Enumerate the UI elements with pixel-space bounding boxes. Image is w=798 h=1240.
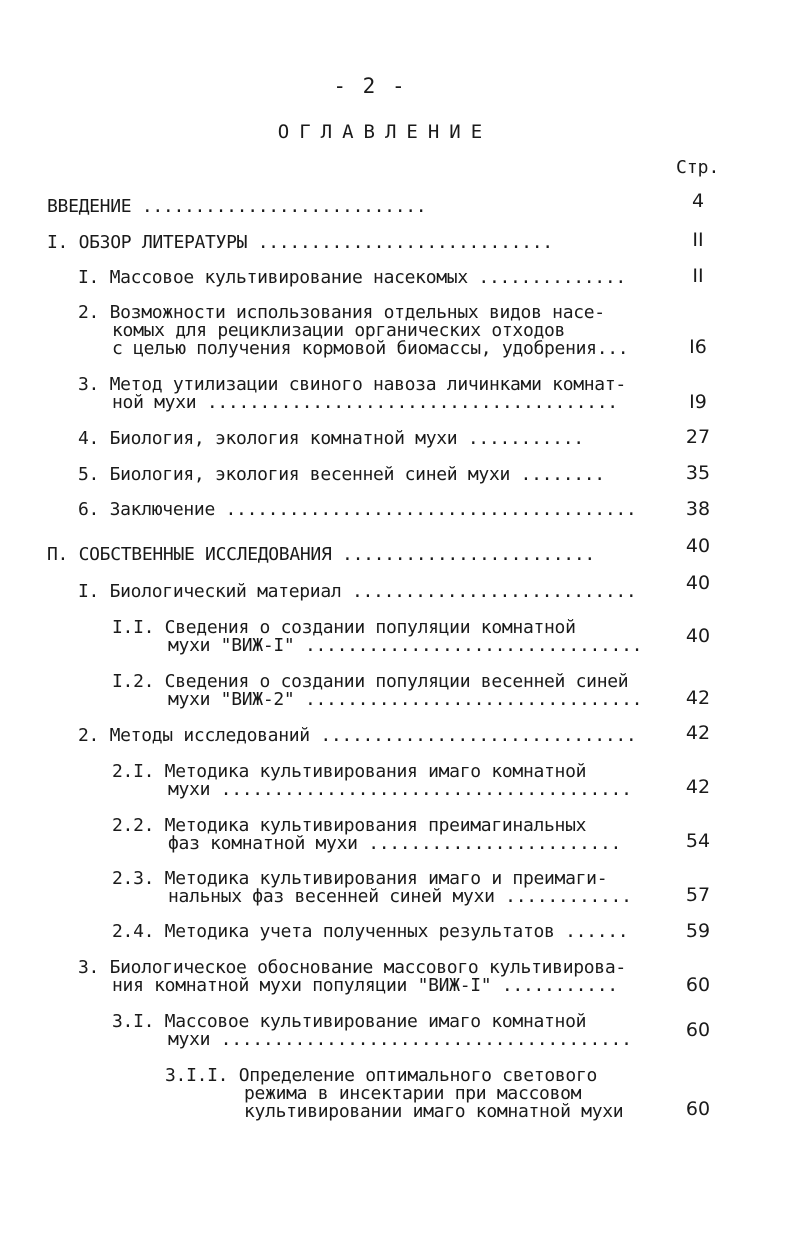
toc-page: I6 <box>689 336 707 358</box>
toc-page: 54 <box>685 830 711 852</box>
toc-line: 3.I.I. Определение оптимального светового <box>165 1065 598 1086</box>
toc-line: 3.I. Массовое культивирование имаго комнатной <box>112 1011 587 1032</box>
toc-line: I.2. Сведения о создании популяции весенней синей <box>112 671 629 692</box>
toc-line: ВВЕДЕНИЕ ........................... <box>47 196 427 217</box>
toc-page: 59 <box>685 920 711 942</box>
toc-line: I. Биологический материал ........................... <box>78 581 637 602</box>
toc-line: I. ОБЗОР ЛИТЕРАТУРЫ ............................ <box>47 232 553 253</box>
toc-line: фаз комнатной мухи ........................ <box>168 833 622 854</box>
toc-line: мухи ....................................... <box>168 1029 632 1050</box>
toc-line: нальных фаз весенней синей мухи ............ <box>168 886 632 907</box>
toc-line: П. СОБСТВЕННЫЕ ИССЛЕДОВАНИЯ ........................ <box>47 544 595 565</box>
toc-page: II <box>692 229 704 251</box>
toc-page: 57 <box>685 884 711 906</box>
toc-page: 40 <box>685 572 711 594</box>
toc-page: 38 <box>685 498 711 520</box>
toc-line: 2. Возможности использования отдельных видов насе- <box>78 302 605 323</box>
toc-line: 5. Биология, экология весенней синей мухи ........ <box>78 464 605 485</box>
toc-line: 2.4. Методика учета полученных результатов ...... <box>112 921 629 942</box>
toc-line: ния комнатной мухи популяции "ВИЖ-I" ........... <box>112 975 618 996</box>
toc-page: 40 <box>685 535 711 557</box>
toc-line: с целью получения кормовой биомассы, удобрения... <box>112 338 629 359</box>
toc-line: 2.I. Методика культивирования имаго комнатной <box>112 761 587 782</box>
toc-line: 2. Методы исследований .............................. <box>78 725 637 746</box>
toc-page: 42 <box>685 776 711 798</box>
toc-page: 42 <box>685 687 711 709</box>
toc-page: 60 <box>685 1098 711 1120</box>
toc-page: II <box>692 265 704 287</box>
toc-page: 35 <box>685 462 711 484</box>
toc-line: мухи "ВИЖ-2" ................................ <box>168 689 643 710</box>
toc-line: культивировании имаго комнатной мухи <box>244 1101 624 1122</box>
page-column-label: Стр. <box>676 157 720 178</box>
toc-line: 6. Заключение ....................................... <box>78 499 637 520</box>
toc-page: 40 <box>685 625 711 647</box>
toc-line: мухи ....................................... <box>168 779 632 800</box>
toc-line: режима в инсектарии при массовом <box>244 1083 582 1104</box>
toc-line: 4. Биология, экология комнатной мухи ........... <box>78 428 584 449</box>
toc-line: ной мухи ....................................... <box>112 392 618 413</box>
toc-page: 27 <box>685 426 711 448</box>
toc-page: 42 <box>685 722 711 744</box>
toc-page: 60 <box>685 974 711 996</box>
toc-line: мухи "ВИЖ-I" ................................ <box>168 635 643 656</box>
toc-page: I9 <box>689 391 707 413</box>
toc-line: комых для рециклизации органических отходов <box>112 320 566 341</box>
page-title: ОГЛАВЛЕНИЕ <box>277 121 493 143</box>
toc-line: 2.2. Методика культивирования преимагинальных <box>112 815 587 836</box>
toc-line: I. Массовое культивирование насекомых .............. <box>78 267 626 288</box>
toc-line: 3. Биологическое обоснование массового культивирова- <box>78 957 626 978</box>
toc-page: 60 <box>685 1019 711 1041</box>
toc-page: 4 <box>691 190 705 212</box>
toc-line: 3. Метод утилизации свиного навоза личинками комнат- <box>78 374 626 395</box>
page-number: - 2 - <box>333 74 407 98</box>
toc-line: 2.3. Методика культивирования имаго и преимаги- <box>112 868 608 889</box>
toc-line: I.I. Сведения о создании популяции комнатной <box>112 617 576 638</box>
